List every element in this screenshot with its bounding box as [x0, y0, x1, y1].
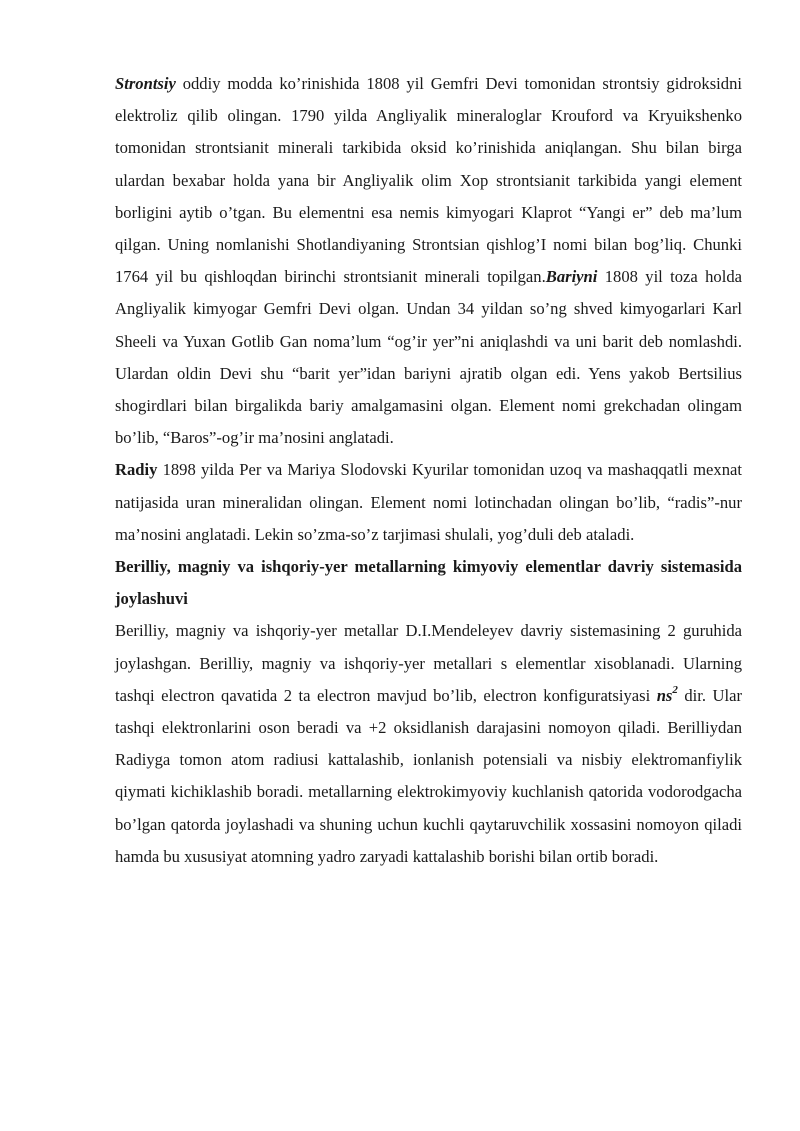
paragraph-joylashuv-text-1: Berilliy, magniy va ishqoriy-yer metallar D.I.Mendeleyev davriy sistemasining 2 guruhida joylashgan. Berilliy, magniy va ishqoriy-yer metallari s elementlar xisoblanadi. Ularning tashqi electron qavatida 2 ta electron mavjud bo’lib, electron konfiguratsiyasi: [115, 621, 742, 705]
paragraph-strontsiy-text: oddiy modda ko’rinishida 1808 yil Gemfri Devi tomonidan strontsiy gidroksidni elektroliz qilib olingan. 1790 yilda Angliyalik mineraloglar Krouford va Kryuikshenko tomonidan strontsianit minerali tarkibida oksid ko’rinishida aniqlangan. Shu bilan birga ulardan bexabar holda yana bir Angliyalik olim Xop strontsianit tarkibida yangi element borligini aytib o’tgan. Bu elementni esa nemis kimyogari Klaprot “Yangi er” deb ma’lum qilgan. Uning nomlanishi Shotlandiyaning Strontsian qishlog’I nomi bilan bog’liq. Chunki 1764 yil bu qishloqdan birinchi strontsianit minerali topilgan.: [115, 74, 742, 287]
paragraph-radiy-text: 1898 yilda Per va Mariya Slodovski Kyurilar tomonidan uzoq va mashaqqatli mexnat natijasida uran mineralidan olingan. Element nomi lotinchadan olingan bo’lib, “radis”-nur ma’nosini anglatadi. Lekin so’zma-so’z tarjimasi shulali, yog’duli deb ataladi.: [115, 460, 742, 544]
paragraph-bariy: [115, 267, 742, 447]
section-heading: Berilliy, magniy va ishqoriy-yer metallarning kimyoviy elementlar davriy sistemasida joylashuvi: [115, 557, 742, 609]
term-bariy: Bariyni: [545, 267, 598, 287]
paragraph-joylashuv: [115, 615, 742, 873]
formula-superscript: 2: [672, 684, 678, 697]
paragraph-strontsiy: [115, 68, 742, 454]
formula-base: ns: [656, 685, 673, 705]
paragraph-bariy-text: 1808 yil toza holda Angliyalik kimyogar Gemfri Devi olgan. Undan 34 yildan so’ng shved kimyogarlari Karl Sheeli va Yuxan Gotlib Gan noma’lum “og’ir yer”ni aniqlashdi va uni barit deb nomlashdi. Ulardan oldin Devi shu “barit yer”idan bariyni ajratib olgan edi. Yens yakob Bertsilius shogirdlari bilan birgalikda bariy amalgamasini olgan. Element nomi grekchadan olingam bo’lib, “Baros”-og’ir ma’nosini anglatadi.: [115, 267, 742, 448]
electron-config-formula: [657, 686, 678, 705]
document-page: [115, 68, 742, 873]
paragraph-joylashuv-text-2: dir. Ular tashqi elektronlarini oson beradi va +2 oksidlanish darajasini nomoyon qiladi. Berilliydan Radiyga tomon atom radiusi kattalashib, ionlanish potensiali va nisbiy elektromanfiylik qiymati kichiklashib boradi. metallarning elektrokimyoviy kuchlanish qatorida vodorodgacha bo’lgan qatorda joylashadi va shuning uchun kuchli qaytaruvchilik xossasini nomoyon qiladi hamda bu xususiyat atomning yadro zaryadi kattalashib borishi bilan ortib boradi.: [115, 685, 742, 866]
term-strontsiy: Strontsiy: [115, 74, 176, 93]
paragraph-radiy: [115, 454, 742, 551]
term-radiy: Radiy: [115, 460, 158, 480]
